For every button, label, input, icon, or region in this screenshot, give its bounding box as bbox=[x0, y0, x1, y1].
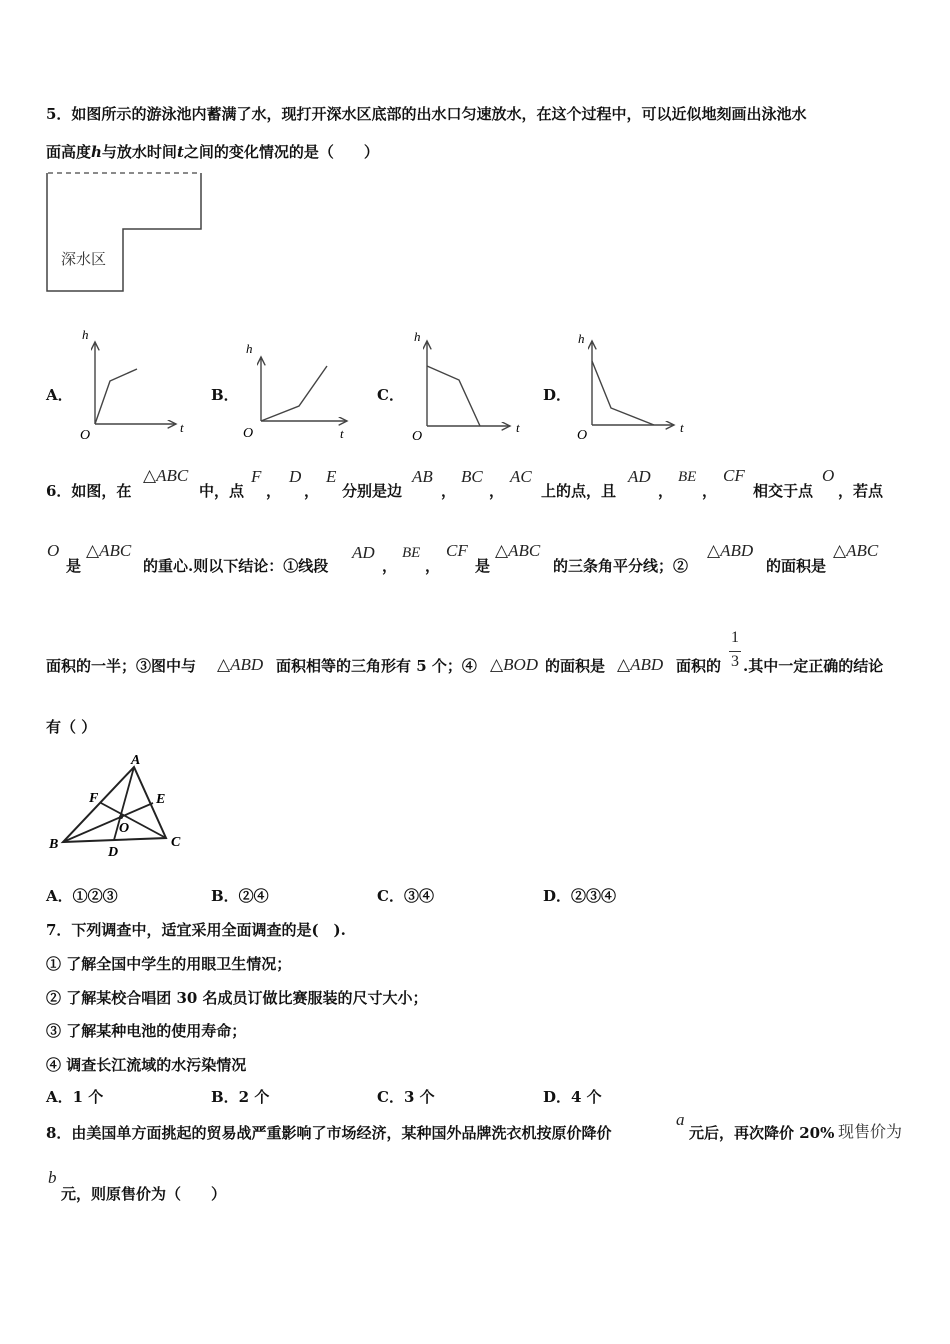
q6-text-answer: 有（ ） bbox=[46, 718, 97, 736]
q7-stem: 7．下列调查中，适宜采用全面调查的是( ). bbox=[46, 921, 346, 939]
fig-label-d: D bbox=[108, 845, 119, 860]
fig-label-a: A bbox=[131, 753, 141, 768]
fig-label-c: C bbox=[171, 835, 181, 850]
q6-math-o-2: O bbox=[47, 541, 60, 560]
graph-d-o: O bbox=[577, 428, 588, 443]
q6-text-6: ，若点 bbox=[838, 482, 884, 500]
q6-math-ac: AC bbox=[510, 467, 532, 486]
q6-choice-b[interactable]: B．②④ bbox=[211, 887, 269, 905]
segment-be bbox=[63, 803, 153, 842]
q6-math-f: F bbox=[251, 467, 262, 486]
q5-text-c: 之间的变化情况的是（ ） bbox=[183, 143, 379, 161]
graph-c-t: t bbox=[516, 420, 520, 435]
q6-math-abc-3: △ABC bbox=[495, 541, 541, 560]
q6-math-abd: △ABD bbox=[707, 541, 754, 560]
q8-text-3: 现售价为 bbox=[838, 1122, 903, 1141]
graph-b-o: O bbox=[243, 426, 254, 441]
q7-choice-d[interactable]: D．4 个 bbox=[543, 1088, 602, 1106]
q6-comma-6: ， bbox=[702, 482, 718, 500]
q6-comma-7: ， bbox=[382, 557, 398, 575]
q6-math-ad-2: AD bbox=[352, 543, 375, 562]
q7-choice-c[interactable]: C．3 个 bbox=[377, 1088, 435, 1106]
q6-text-end: .其中一定正确的结论 bbox=[743, 657, 884, 675]
q6-math-abc-4: △ABC bbox=[833, 541, 879, 560]
q6-choice-a[interactable]: A．①②③ bbox=[46, 887, 118, 905]
q8-text-1: 8．由美国单方面挑起的贸易战严重影响了市场经济，某种国外品牌洗衣机按原价降价 bbox=[46, 1124, 612, 1142]
q5-option-c-label: C． bbox=[377, 386, 404, 404]
q8-text-4: 元，则原售价为（ ） bbox=[61, 1185, 227, 1203]
graph-b-h: h bbox=[246, 341, 253, 356]
pool-deep-label: 深水区 bbox=[61, 250, 107, 268]
q6-choice-d[interactable]: D．②③④ bbox=[543, 887, 617, 905]
q6-comma-2: ， bbox=[304, 482, 320, 500]
q6-math-e: E bbox=[326, 467, 337, 486]
q6-text-is: 是 bbox=[66, 557, 82, 575]
q6-math-ab: AB bbox=[412, 467, 433, 486]
q7-item-1: ① 了解全国中学生的用眼卫生情况； bbox=[46, 955, 292, 973]
q8-math-b: b bbox=[48, 1168, 57, 1187]
point-o bbox=[119, 815, 123, 819]
q6-text-center: 的重心.则以下结论：①线段 bbox=[143, 557, 329, 575]
q6-text-3: 分别是边 bbox=[342, 482, 403, 500]
q7-choice-a[interactable]: A．1 个 bbox=[46, 1088, 104, 1106]
q6-comma-5: ， bbox=[658, 482, 674, 500]
q6-frac-denominator: 3 bbox=[731, 653, 739, 670]
q6-text-2: 中，点 bbox=[199, 482, 245, 500]
graph-b-t: t bbox=[340, 426, 344, 441]
q5-var-t: t bbox=[176, 143, 184, 161]
q6-text-half: 面积的一半；③图中与 bbox=[46, 657, 197, 675]
q6-text-is-2: 是 bbox=[475, 557, 491, 575]
q6-text-area: 的面积是 bbox=[766, 557, 827, 575]
q6-comma-1: ， bbox=[266, 482, 282, 500]
q6-math-be: BE bbox=[678, 469, 697, 485]
q6-math-bod: △BOD bbox=[490, 655, 539, 674]
q6-math-ad: AD bbox=[628, 467, 651, 486]
q6-text-4: 上的点，且 bbox=[541, 482, 617, 500]
q6-comma-3: ， bbox=[441, 482, 457, 500]
q6-math-cf-2: CF bbox=[446, 541, 468, 560]
graph-a-t: t bbox=[180, 420, 184, 435]
q6-math-abd-2: △ABD bbox=[217, 655, 264, 674]
q6-math-abd-3: △ABD bbox=[617, 655, 664, 674]
q6-text-bisect: 的三条角平分线；② bbox=[553, 557, 689, 575]
fig-label-o: O bbox=[119, 821, 130, 836]
q8-math-a: a bbox=[676, 1110, 685, 1129]
q6-comma-8: ， bbox=[425, 557, 441, 575]
q6-text-5: 相交于点 bbox=[753, 482, 814, 500]
q5-var-h: h bbox=[91, 143, 102, 161]
q7-item-3: ③ 了解某种电池的使用寿命； bbox=[46, 1022, 247, 1040]
q6-math-be-2: BE bbox=[402, 545, 421, 561]
fig-label-b: B bbox=[49, 837, 59, 852]
q8-text-2: 元后，再次降价 20% bbox=[689, 1124, 835, 1142]
q6-text-area-2: 的面积是 bbox=[545, 657, 606, 675]
q7-item-4: ④ 调查长江流域的水污染情况 bbox=[46, 1056, 247, 1074]
q5-option-a-label: A． bbox=[46, 386, 73, 404]
q6-math-abc: △ABC bbox=[143, 466, 189, 485]
graph-a-h: h bbox=[82, 327, 89, 342]
fig-label-e: E bbox=[156, 792, 166, 807]
q5-option-b-label: B． bbox=[211, 386, 239, 404]
q6-comma-4: ， bbox=[489, 482, 505, 500]
q5-option-d-label: D． bbox=[543, 386, 572, 404]
graph-a-o: O bbox=[80, 428, 91, 443]
q5-stem-line1: 5．如图所示的游泳池内蓄满了水，现打开深水区底部的出水口匀速放水，在这个过程中，可以近似地刻画出泳池水 bbox=[46, 105, 807, 123]
q6-math-d: D bbox=[289, 467, 302, 486]
q6-math-o: O bbox=[822, 466, 835, 485]
q6-text-of: 面积的 bbox=[676, 657, 722, 675]
graph-c-o: O bbox=[412, 429, 423, 444]
q6-math-abc-2: △ABC bbox=[86, 541, 132, 560]
q5-text-b: 与放水时间 bbox=[101, 143, 177, 161]
q5-text-a: 面高度 bbox=[46, 143, 92, 161]
q6-frac-numerator: 1 bbox=[731, 629, 739, 646]
q6-choice-c[interactable]: C．③④ bbox=[377, 887, 434, 905]
q7-item-2: ② 了解某校合唱团 30 名成员订做比赛服装的尺寸大小； bbox=[46, 989, 428, 1007]
graph-d-h: h bbox=[578, 331, 585, 346]
fig-label-f: F bbox=[89, 791, 99, 806]
graph-d-t: t bbox=[680, 420, 684, 435]
q6-math-cf: CF bbox=[723, 466, 745, 485]
q6-text-1: 6．如图，在 bbox=[46, 482, 132, 500]
graph-c-h: h bbox=[414, 329, 421, 344]
q7-choice-b[interactable]: B．2 个 bbox=[211, 1088, 270, 1106]
q6-math-bc: BC bbox=[461, 467, 483, 486]
q6-text-equal: 面积相等的三角形有 5 个；④ bbox=[276, 657, 477, 675]
